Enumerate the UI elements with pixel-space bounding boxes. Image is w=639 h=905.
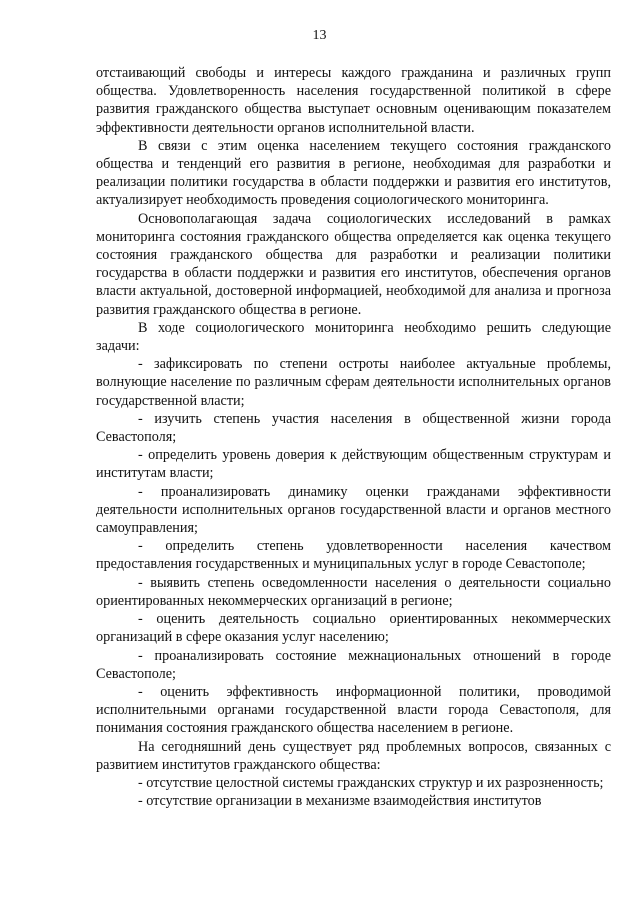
paragraph-assessment: В связи с этим оценка населением текущего состояния гражданского общества и тенденций его развития в регионе, необходимая для разработки и реализации политики государства в области поддержки и развития его институтов, актуализирует необходимость проведения социологического мониторинга. <box>96 137 611 209</box>
list-item: - отсутствие организации в механизме взаимодействия институтов <box>138 793 542 810</box>
list-item: - оценить эффективность информационной политики, проводимой исполнительными органами государственной власти города Севастополя, для понимания состояния гражданского общества населением в регионе. <box>96 683 611 737</box>
list-item: - определить уровень доверия к действующим общественным структурам и институтам власти; <box>96 447 611 482</box>
paragraph-continuation: отстаивающий свободы и интересы каждого гражданина и различных групп общества. Удовлетворенность населения государственной политикой в сфере развития гражданского общества выступает основным оценивающим показателем эффективности деятельности органов исполнительной власти. <box>96 65 611 136</box>
list-item: - изучить степень участия населения в общественной жизни города Севастополя; <box>96 410 611 446</box>
list-item: - зафиксировать по степени остроты наиболее актуальные проблемы, волнующие население по различным сферам деятельности исполнительных органов государственной власти; <box>96 356 611 409</box>
list-item: - проанализировать состояние межнациональных отношений в городе Севастополе; <box>96 647 611 682</box>
list-item: - выявить степень осведомленности населения о деятельности социально ориентированных некоммерческих организаций в регионе; <box>96 574 611 609</box>
paragraph-tasks-intro: В ходе социологического мониторинга необходимо решить следующие задачи: <box>96 319 611 355</box>
list-item: - отсутствие целостной системы гражданских структур и их разрозненность; <box>138 774 604 791</box>
list-item: - проанализировать динамику оценки гражданами эффективности деятельности исполнительных органов государственной власти и органов местного самоуправления; <box>96 483 611 537</box>
paragraph-main-task: Основополагающая задача социологических исследований в рамках мониторинга состояния гражданского общества определяется как оценка текущего состояния гражданского общества для разработки и реализации политики государства в области поддержки и развития его институтов, обеспечения органов власти актуальной, достоверной информацией, необходимой для анализа и прогноза развития гражданского общества в регионе. <box>96 210 611 318</box>
list-item: - оценить деятельность социально ориентированных некоммерческих организаций в сфере оказания услуг населению; <box>96 611 611 646</box>
paragraph-problems-intro: На сегодняшний день существует ряд проблемных вопросов, связанных с развитием институтов гражданского общества: <box>96 738 611 773</box>
page-number: 13 <box>312 28 327 43</box>
list-item: - определить степень удовлетворенности населения качеством предоставления государственных и муниципальных услуг в городе Севастополе; <box>96 538 611 573</box>
body-text <box>96 64 611 810</box>
